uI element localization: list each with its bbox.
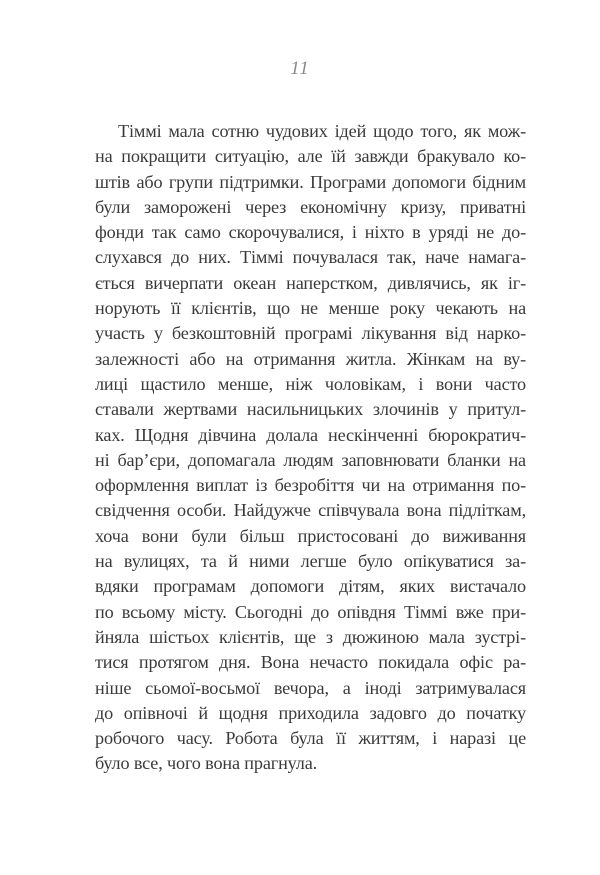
text-line: на покращити ситуацію, але їй завжди бракувало ко- [95, 146, 526, 167]
text-line: ставали жертвами насильницьких злочинів у притул- [95, 399, 526, 420]
text-line: ніше сьомої-восьмої вечора, а іноді затримувалася [95, 677, 526, 698]
text-line: свідчення особи. Найдужче співчувала вона підліткам, [95, 500, 526, 521]
text-line: на вулицях, та й ними легше було опікуватися за- [95, 551, 526, 572]
body-paragraph [95, 119, 526, 777]
text-line: участь у безкоштовній програмі лікування від нарко- [95, 323, 526, 344]
text-line: ні бар’єри, допомагала людям заповнювати бланки на [95, 449, 526, 470]
text-line: слухався до них. Тіммі почувалася так, наче намага- [95, 247, 526, 268]
text-line: штів або групи підтримки. Програми допомоги бідним [95, 171, 526, 192]
text-line: були заморожені через економічну кризу, приватні [95, 196, 526, 217]
text-line: робочого часу. Робота була її життям, і наразі це [95, 728, 526, 749]
text-line: фонди так само скорочувалися, і ніхто в уряді не до- [95, 222, 526, 243]
text-line: лиці щастило менше, ніж чоловікам, і вони часто [95, 373, 526, 394]
text-line: залежності або на отримання житла. Жінкам на ву- [95, 348, 526, 369]
text-line: ється вичерпати океан наперстком, дивлячись, як іг- [95, 272, 526, 293]
text-line: по всьому місту. Сьогодні до опівдня Тіммі вже при- [95, 601, 526, 622]
text-line: оформлення виплат із безробіття чи на отримання по- [95, 475, 526, 496]
text-line: вдяки програмам допомоги дітям, яких вистачало [95, 576, 526, 597]
text-line: тися протягом дня. Вона нечасто покидала офіс ра- [95, 652, 526, 673]
text-line: було все, чого вона прагнула. [95, 753, 318, 774]
text-line: йняла шістьох клієнтів, ще з дюжиною мала зустрі- [95, 626, 526, 647]
text-line: хоча вони були більш пристосовані до виживання [95, 525, 526, 546]
text-line: Тіммі мала сотню чудових ідей щодо того, як мож- [118, 121, 526, 141]
page-number: 11 [290, 58, 310, 79]
text-line: до опівночі й щодня приходила задовго до початку [95, 702, 526, 723]
text-line: ках. Щодня дівчина долала нескінченні бюрократич- [95, 424, 526, 445]
text-line: норують її клієнтів, що не менше року чекають на [95, 298, 526, 319]
